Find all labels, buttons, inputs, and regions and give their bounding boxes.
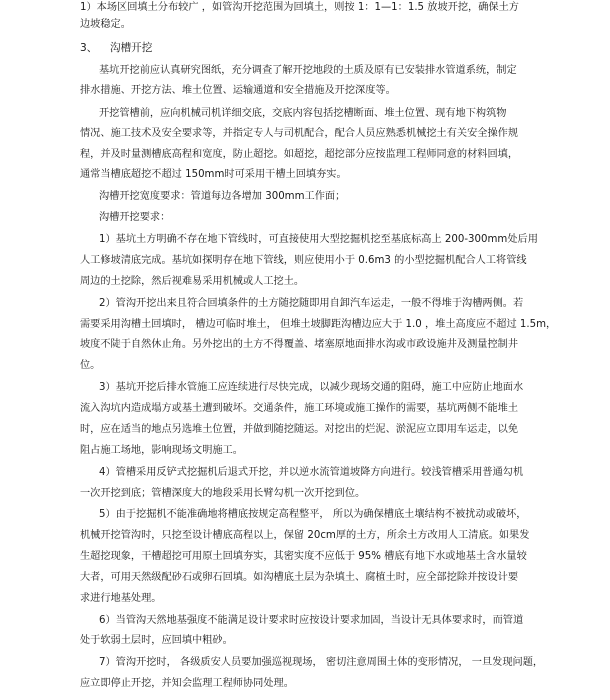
item-2-line-3: 坡度不陡于自然休止角。另外挖出的土方不得覆盖、堵塞原地面排水沟或市政设施井及测量控制井 (80, 339, 519, 350)
item-3-line-1: 3）基坑开挖后排水管施工应连续进行尽快完成，以减少现场交通的阻碍，施工中应防止地面水 (99, 382, 524, 393)
item-5-line-2: 机械开挖管沟时，只挖至设计槽底高程以上，保留 20cm厚的土方，所余土方改用人工清底。如果发 (80, 530, 530, 541)
item-3-line-3: 时，应在适当的地点另选堆土位置，并做到随挖随运。对挖出的烂泥、淤泥应立即用车运走，以免 (80, 424, 519, 435)
item-5-line-4: 大者，可用天然级配砂石或卵石回填。如沟槽底土层为杂填土、腐植土时，应全部挖除并按设计要 (80, 572, 519, 583)
prev-item-1-line-2: 边坡稳定。 (80, 19, 131, 30)
prev-item-1-line-1: 1）本场区回填土分布较广 ，如管沟开挖范围为回填土，则按 1：1—1：1.5 放坡开挖，确保土方 (80, 2, 519, 13)
intro-p2-line-2: 情况、施工技术及安全要求等，并指定专人与司机配合，配合人员应熟悉机械挖土有关安全操作规 (80, 128, 519, 139)
item-2-line-4: 位。 (80, 360, 101, 371)
intro-p1-line-2: 排水措施、开挖方法、堆土位置、运输通道和安全措施及开挖深度等。 (80, 85, 396, 96)
intro-p2-line-1: 开挖管槽前，应向机械司机详细交底，交底内容包括挖槽断面、堆土位置、现有地下构筑物 (99, 108, 507, 119)
item-2-line-2: 需要采用沟槽土回填时， 槽边可临时堆土， 但堆土坡脚距沟槽边应大于 1.0 ，堆土高度应不超过 1.5m， (80, 319, 557, 330)
intro-p1-line-1: 基坑开挖前应认真研究图纸，充分调查了解开挖地段的土质及原有已安装排水管道系统，制定 (99, 65, 517, 76)
item-1-line-1: 1）基坑土方明确不存在地下管线时，可直接使用大型挖掘机挖至基底标高上 200-300mm处后用 (99, 234, 538, 245)
item-6-line-2: 处于软弱土层时，应回填中粗砂。 (80, 635, 233, 646)
item-4-line-1: 4）管槽采用反铲式挖掘机后退式开挖，并以逆水流管道坡降方向进行。较浅管槽采用普通勾机 (99, 467, 524, 478)
item-1-line-3: 周边的土挖除，然后视难易采用机械或人工挖土。 (80, 276, 305, 287)
item-3-line-4: 阻占施工场地，影响现场文明施工。 (80, 445, 243, 456)
item-4-line-2: 一次开挖到底；管槽深度大的地段采用长臂勾机一次开挖到位。 (80, 488, 366, 499)
item-5-line-1: 5）由于挖掘机不能准确地将槽底按规定高程整平， 所以为确保槽底土壤结构不被扰动或破坏， (99, 509, 527, 520)
item-7-line-2: 应立即停止开挖，并知会监理工程师协同处理。 (80, 678, 294, 689)
section-number: 3、 (80, 42, 98, 54)
item-2-line-1: 2）管沟开挖出来且符合回填条件的土方随挖随即用自卸汽车运走，一般不得堆于沟槽两侧。若 (99, 298, 524, 309)
item-5-line-5: 求进行地基处理。 (80, 593, 162, 604)
intro-p2-line-3: 程，并及时量测槽底高程和宽度，防止超挖。如超挖，超挖部分应按监理工程师同意的材料回填， (80, 149, 519, 160)
intro-p2-line-4: 通常当槽底超挖不超过 150mm时可采用干槽土回填夯实。 (80, 169, 347, 180)
item-6-line-1: 6）当管沟天然地基强度不能满足设计要求时应按设计要求加固，当设计无具体要求时，而管道 (99, 615, 524, 626)
width-requirement: 沟槽开挖宽度要求：管道每边各增加 300mm工作面； (99, 191, 346, 202)
item-7-line-1: 7）管沟开挖时， 各级质安人员要加强巡视现场， 密切注意周围土体的变形情况， 一旦发现问题， (99, 657, 544, 668)
item-3-line-2: 流入沟坑内造成塌方或基土遭到破坏。交通条件，施工环境或施工操作的需要，基坑两侧不能堆土 (80, 403, 519, 414)
item-5-line-3: 生超挖现象，干槽超挖可用原土回填夯实，其密实度不应低于 95% 槽底有地下水或地基土含水量较 (80, 551, 527, 562)
section-title: 沟槽开挖 (110, 42, 153, 54)
requirements-heading: 沟槽开挖要求： (99, 212, 171, 223)
item-1-line-2: 人工修坡清底完成。基坑如探明存在地下管线，则应使用小于 0.6m3 的小型挖掘机配合人工将管线 (80, 255, 527, 266)
